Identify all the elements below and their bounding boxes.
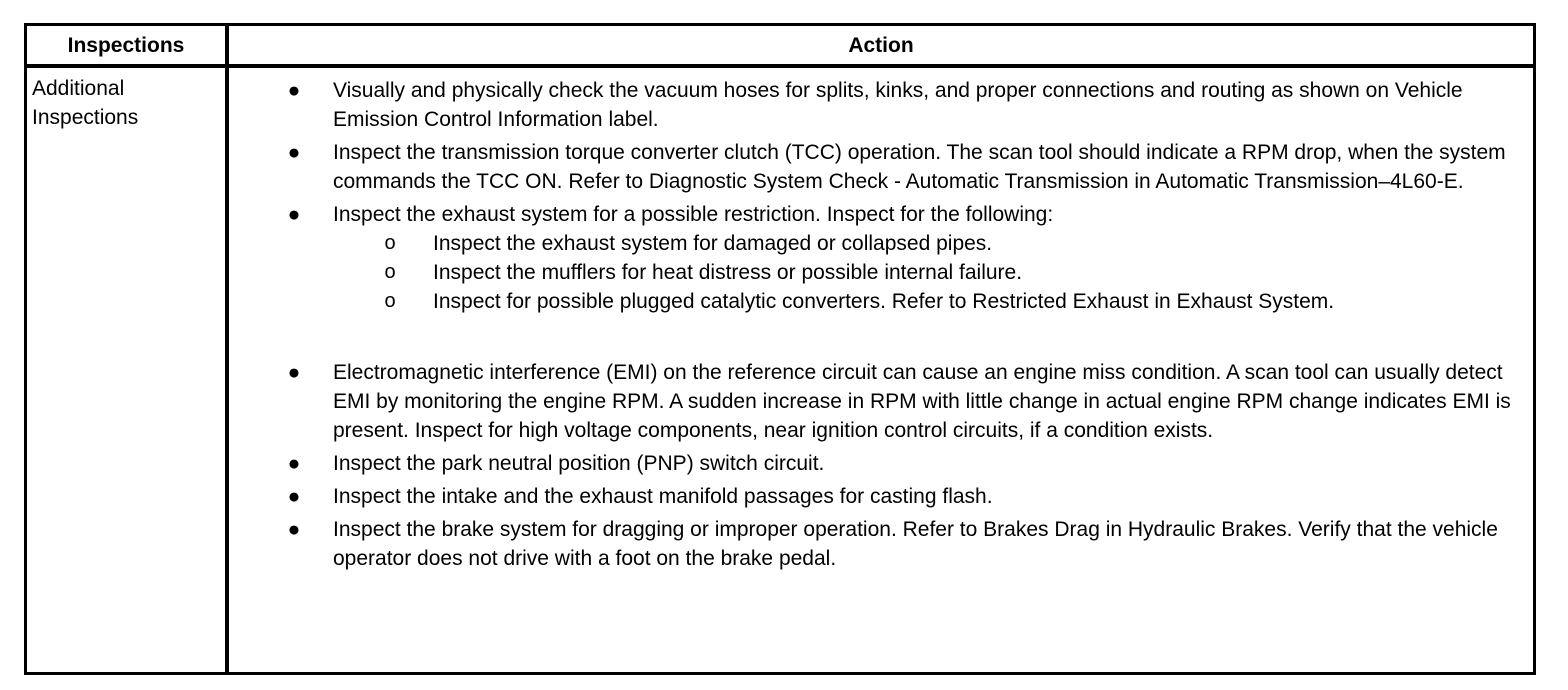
bullet-icon: ●: [287, 452, 301, 475]
bullet-icon: ●: [287, 485, 301, 508]
action-item-vacuum-hoses: [229, 76, 1533, 134]
sub-item-mufflers: [333, 258, 1527, 287]
sub-item-text: Inspect for possible plugged catalytic converters. Refer to Restricted Exhaust in Exhaust System.: [433, 290, 1335, 313]
sub-bullet-icon: o: [384, 261, 396, 283]
sub-bullet-icon: o: [384, 232, 396, 254]
header-divider: [27, 64, 1533, 68]
action-list: [229, 76, 1533, 573]
action-text: Inspect the brake system for dragging or improper operation. Refer to Brakes Drag in Hydraulic Brakes. Verify that the vehicle operator does not drive with a foot on the brake pedal.: [333, 518, 1498, 570]
bullet-icon: ●: [287, 79, 301, 102]
action-text: Inspect the transmission torque converter clutch (TCC) operation. The scan tool should indicate a RPM drop, when the system commands the TCC ON. Refer to Diagnostic System Check - Automatic Transmission in Automatic Transmission–4L60-E.: [333, 141, 1506, 193]
exhaust-sub-list: [333, 229, 1527, 316]
sub-item-text: Inspect the exhaust system for damaged or collapsed pipes.: [433, 232, 993, 255]
sub-item-catalytic: [333, 287, 1527, 316]
header-action: Action: [848, 34, 914, 57]
action-text: Inspect the exhaust system for a possible restriction. Inspect for the following:: [333, 203, 1054, 226]
action-item-brakes: [229, 515, 1533, 573]
bullet-icon: ●: [287, 518, 301, 541]
action-text: Visually and physically check the vacuum hoses for splits, kinks, and proper connections and routing as shown on Vehicle Emission Control Information label.: [333, 79, 1463, 131]
sub-item-pipes: [333, 229, 1527, 258]
bullet-icon: ●: [287, 361, 301, 384]
sub-item-text: Inspect the mufflers for heat distress or possible internal failure.: [433, 261, 1023, 284]
action-item-exhaust: [229, 200, 1533, 316]
action-item-manifold: [229, 482, 1533, 511]
inspection-cell: Additional Inspections: [32, 77, 139, 129]
action-text: Inspect the park neutral position (PNP) switch circuit.: [333, 452, 825, 475]
bullet-icon: ●: [287, 141, 301, 164]
sub-bullet-icon: o: [384, 290, 396, 312]
action-item-pnp: [229, 449, 1533, 478]
inspection-table: [24, 23, 1536, 675]
action-text: Inspect the intake and the exhaust manifold passages for casting flash.: [333, 485, 993, 508]
action-item-tcc: [229, 138, 1533, 196]
header-inspections: Inspections: [67, 34, 185, 57]
bullet-icon: ●: [287, 203, 301, 226]
action-item-emi: [229, 358, 1533, 445]
action-text: Electromagnetic interference (EMI) on the reference circuit can cause an engine miss condition. A scan tool can usually detect EMI by monitoring the engine RPM. A sudden increase in RPM with little change in actual engine RPM change indicates EMI is present. Inspect for high voltage components, near ignition control circuits, if a condition exists.: [333, 361, 1511, 442]
action-cell: [229, 76, 1533, 577]
